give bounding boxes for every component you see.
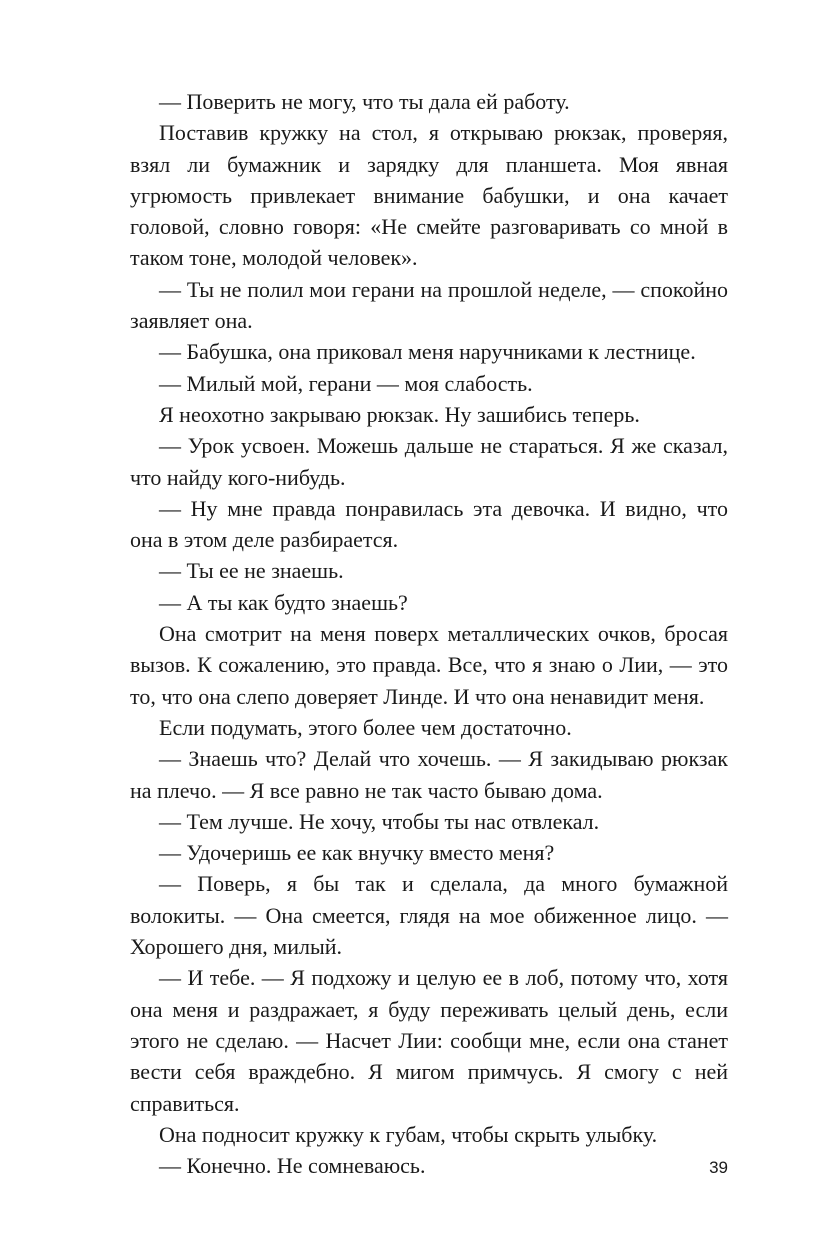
paragraph: — Урок усвоен. Можешь дальше не стараться. Я же сказал, что найду кого-нибудь.	[130, 433, 728, 490]
paragraph: — Знаешь что? Делай что хочешь. — Я закидываю рюкзак на плечо. — Я все равно не так часто бываю дома.	[130, 746, 728, 803]
paragraph: — Тем лучше. Не хочу, чтобы ты нас отвлекал.	[159, 808, 600, 834]
paragraph: — И тебе. — Я подхожу и целую ее в лоб, потому что, хотя она меня и раздражает, я буду переживать целый день, если этого не сделаю. — Насчет Лии: сообщи мне, если она станет вести себя враждебно. Я мигом примчусь. Я смогу с ней справиться.	[130, 965, 728, 1116]
paragraph: Поставив кружку на стол, я открываю рюкзак, проверяя, взял ли бумажник и зарядку для планшета. Моя явная угрюмость привлекает внимание бабушки, и она качает головой, словно говоря: «Не смейте разговаривать со мной в таком тоне, молодой человек».	[130, 120, 728, 271]
paragraph: — Удочеришь ее как внучку вместо меня?	[159, 840, 555, 866]
paragraph: — Ну мне правда понравилась эта девочка. И видно, что она в этом деле разбирается.	[130, 495, 728, 553]
paragraph: — Ты не полил мои герани на прошлой неделе, — спокойно заявляет она.	[130, 276, 728, 334]
paragraph: — Ты ее не знаешь.	[159, 558, 344, 584]
paragraph: Она смотрит на меня поверх металлических очков, бросая вызов. К сожалению, это правда. Все, что я знаю о Лии, — это то, что она слепо доверяет Линде. И что она ненавидит меня.	[130, 621, 728, 709]
paragraph: Если подумать, этого более чем достаточно.	[159, 714, 572, 740]
paragraph: — Поверить не могу, что ты дала ей работу.	[159, 89, 570, 114]
page-number: 39	[709, 1158, 728, 1177]
paragraph: — А ты как будто знаешь?	[159, 589, 408, 615]
paragraph: — Бабушка, она приковал меня наручниками к лестнице.	[159, 339, 696, 365]
body-text	[130, 86, 728, 1181]
paragraph: Я неохотно закрываю рюкзак. Ну зашибись теперь.	[159, 401, 640, 427]
paragraph: — Милый мой, герани — моя слабость.	[159, 370, 533, 396]
paragraph: — Поверь, я бы так и сделала, да много бумажной волокиты. — Она смеется, глядя на мое обиженное лицо. — Хорошего дня, милый.	[130, 871, 728, 960]
paragraph: Она подносит кружку к губам, чтобы скрыть улыбку.	[159, 1121, 658, 1147]
paragraph: — Конечно. Не сомневаюсь.	[159, 1153, 426, 1179]
